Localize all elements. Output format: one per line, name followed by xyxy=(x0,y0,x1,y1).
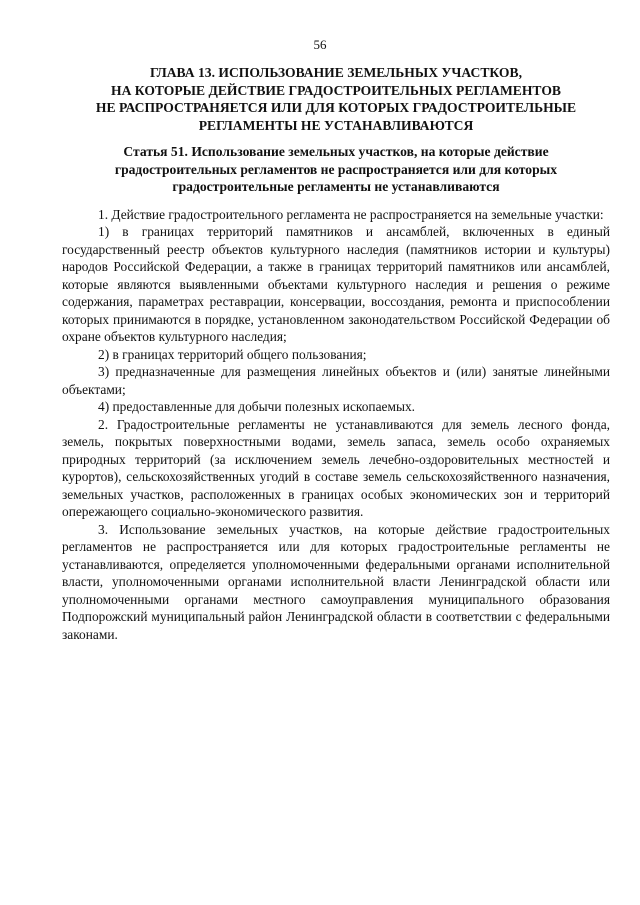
page-content xyxy=(62,64,610,643)
article-title-line: градостроительные регламенты не устанавливаются xyxy=(172,179,500,194)
chapter-title-line: НЕ РАСПРОСТРАНЯЕТСЯ ИЛИ ДЛЯ КОТОРЫХ ГРАДОСТРОИТЕЛЬНЫЕ xyxy=(95,100,577,115)
chapter-title-line: РЕГЛАМЕНТЫ НЕ УСТАНАВЛИВАЮТСЯ xyxy=(198,117,474,133)
paragraph-clause-1: 1. Действие градостроительного регламента не распространяется на земельные участки: xyxy=(98,206,604,222)
chapter-title-line: ГЛАВА 13. ИСПОЛЬЗОВАНИЕ ЗЕМЕЛЬНЫХ УЧАСТКОВ, xyxy=(150,65,522,80)
paragraph-item-1: 1) в границах территорий памятников и ансамблей, включенных в единый государственный реестр объектов культурного наследия (памятников истории и культуры) народов Российской Федерации, а также в границах территорий памятников или ансамблей, которые являются выявленными объектами культурного наследия и решения о режиме содержания, параметрах реставрации, консервации, воссоздания, ремонта и приспособлении которых принимаются в порядке, установленном законодательством Российской Федерации об охране объектов культурного наследия; xyxy=(62,224,610,344)
article-body xyxy=(62,206,610,644)
chapter-title-line: НА КОТОРЫЕ ДЕЙСТВИЕ ГРАДОСТРОИТЕЛЬНЫХ РЕГЛАМЕНТОВ xyxy=(111,82,561,98)
chapter-title xyxy=(62,64,610,134)
paragraph-item-2: 2) в границах территорий общего пользования; xyxy=(98,346,367,362)
article-title-line: Статья 51. Использование земельных участков, на которые действие xyxy=(123,144,549,159)
paragraph-item-4: 4) предоставленные для добычи полезных ископаемых. xyxy=(98,399,416,414)
paragraph-clause-2: 2. Градостроительные регламенты не устанавливаются для земель лесного фонда, земель, покрытых поверхностными водами, земель запаса, земель особо охраняемых природных территорий (за исключением земель лечебно-оздоровительных местностей и курортов), сельскохозяйственных угодий в составе земель сельскохозяйственного назначения, земельных участков, расположенных в границах особых экономических зон и территорий опережающего социально-экономического развития. xyxy=(62,416,610,519)
page-number: 56 xyxy=(313,37,327,52)
paragraph-item-3: 3) предназначенные для размещения линейных объектов и (или) занятые линейными объектами; xyxy=(62,364,610,397)
article-title xyxy=(62,143,610,196)
paragraph-clause-3: 3. Использование земельных участков, на которые действие градостроительных регламентов не распространяется или для которых градостроительные регламенты не устанавливаются, определяется уполномоченными федеральными органами исполнительной власти, уполномоченными органами исполнительной власти Ленинградской области или уполномоченными органами местного самоуправления муниципального образования Подпорожский муниципальный район Ленинградской области в соответствии с федеральными законами. xyxy=(62,521,610,642)
article-title-line: градостроительных регламентов не распространяется или для которых xyxy=(114,161,558,177)
